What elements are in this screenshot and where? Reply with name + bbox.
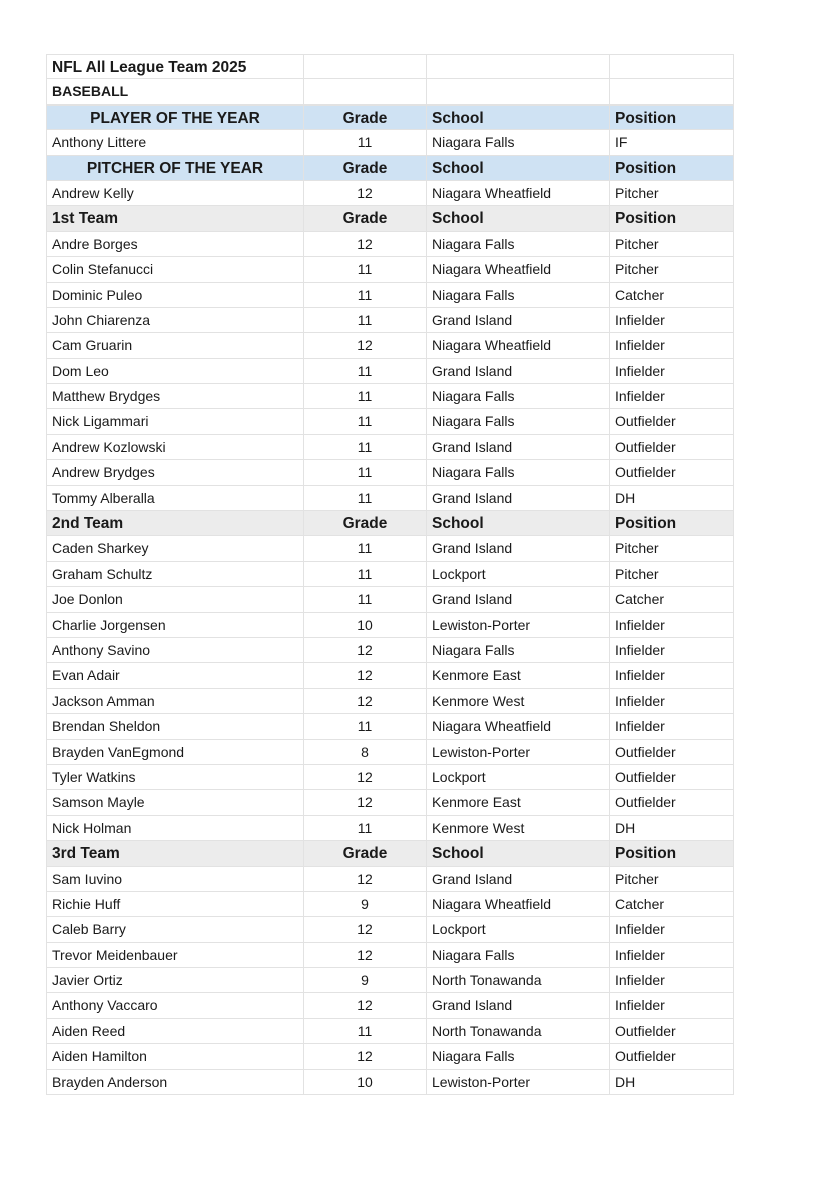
- grade-header: Grade: [304, 206, 427, 230]
- player-position: Infielder: [610, 689, 734, 713]
- section-header-row: [46, 841, 734, 866]
- player-grade: 11: [304, 562, 427, 586]
- player-name: Brayden Anderson: [46, 1070, 304, 1094]
- sport-row: [46, 79, 734, 104]
- title-row: [46, 54, 734, 79]
- page-title: NFL All League Team 2025: [46, 55, 304, 78]
- position-header: Position: [610, 106, 734, 129]
- player-name: Brayden VanEgmond: [46, 740, 304, 764]
- player-position: DH: [610, 1070, 734, 1094]
- table-row: [46, 613, 734, 638]
- player-position: DH: [610, 486, 734, 510]
- table-row: [46, 562, 734, 587]
- player-grade: 9: [304, 968, 427, 992]
- sport-label: BASEBALL: [46, 79, 304, 103]
- section-header-row: [46, 511, 734, 536]
- school-header: School: [427, 156, 610, 180]
- grade-header: Grade: [304, 841, 427, 865]
- player-grade: 8: [304, 740, 427, 764]
- player-grade: 11: [304, 435, 427, 459]
- player-name: Anthony Savino: [46, 638, 304, 662]
- player-name: Andrew Kozlowski: [46, 435, 304, 459]
- player-school: Niagara Falls: [427, 283, 610, 307]
- player-grade: 12: [304, 638, 427, 662]
- player-grade: 11: [304, 816, 427, 840]
- player-school: Niagara Wheatfield: [427, 892, 610, 916]
- table-row: [46, 536, 734, 561]
- table-row: [46, 384, 734, 409]
- school-header: School: [427, 206, 610, 230]
- table-row: [46, 765, 734, 790]
- player-school: Grand Island: [427, 587, 610, 611]
- player-position: Catcher: [610, 892, 734, 916]
- player-school: Grand Island: [427, 993, 610, 1017]
- player-position: Outfielder: [610, 1044, 734, 1068]
- player-grade: 11: [304, 1019, 427, 1043]
- player-school: Grand Island: [427, 536, 610, 560]
- player-school: Niagara Wheatfield: [427, 181, 610, 205]
- player-position: DH: [610, 816, 734, 840]
- player-position: Infielder: [610, 968, 734, 992]
- player-name: Andrew Brydges: [46, 460, 304, 484]
- player-grade: 12: [304, 917, 427, 941]
- table-row: [46, 816, 734, 841]
- player-grade: 11: [304, 460, 427, 484]
- player-grade: 11: [304, 714, 427, 738]
- player-position: Outfielder: [610, 1019, 734, 1043]
- player-name: Evan Adair: [46, 663, 304, 687]
- table-row: [46, 1070, 734, 1095]
- empty-cell: [427, 79, 610, 103]
- table-row: [46, 740, 734, 765]
- table-row: [46, 181, 734, 206]
- player-grade: 12: [304, 181, 427, 205]
- player-position: Pitcher: [610, 562, 734, 586]
- player-name: Sam Iuvino: [46, 867, 304, 891]
- table-row: [46, 968, 734, 993]
- player-school: North Tonawanda: [427, 968, 610, 992]
- player-position: Infielder: [610, 359, 734, 383]
- player-grade: 11: [304, 409, 427, 433]
- player-position: Pitcher: [610, 867, 734, 891]
- player-school: Niagara Wheatfield: [427, 333, 610, 357]
- player-name: Graham Schultz: [46, 562, 304, 586]
- player-school: Kenmore West: [427, 689, 610, 713]
- player-school: Lockport: [427, 765, 610, 789]
- player-name: Caden Sharkey: [46, 536, 304, 560]
- empty-cell: [427, 55, 610, 78]
- table-row: [46, 867, 734, 892]
- position-header: Position: [610, 156, 734, 180]
- player-position: Catcher: [610, 587, 734, 611]
- table-row: [46, 333, 734, 358]
- table-row: [46, 892, 734, 917]
- player-name: Aiden Reed: [46, 1019, 304, 1043]
- table-row: [46, 993, 734, 1018]
- player-position: Infielder: [610, 993, 734, 1017]
- player-name: John Chiarenza: [46, 308, 304, 332]
- table-row: [46, 232, 734, 257]
- player-grade: 12: [304, 993, 427, 1017]
- section-title: 2nd Team: [46, 511, 304, 535]
- player-position: Outfielder: [610, 740, 734, 764]
- player-name: Tommy Alberalla: [46, 486, 304, 510]
- player-name: Brendan Sheldon: [46, 714, 304, 738]
- table-row: [46, 130, 734, 155]
- player-school: Grand Island: [427, 486, 610, 510]
- player-position: Outfielder: [610, 409, 734, 433]
- player-position: Outfielder: [610, 790, 734, 814]
- player-position: Infielder: [610, 333, 734, 357]
- table-row: [46, 943, 734, 968]
- player-grade: 10: [304, 1070, 427, 1094]
- position-header: Position: [610, 841, 734, 865]
- player-school: Kenmore East: [427, 663, 610, 687]
- player-school: Lockport: [427, 917, 610, 941]
- player-grade: 12: [304, 689, 427, 713]
- section-title: 1st Team: [46, 206, 304, 230]
- player-grade: 12: [304, 943, 427, 967]
- player-name: Richie Huff: [46, 892, 304, 916]
- player-position: IF: [610, 130, 734, 154]
- position-header: Position: [610, 511, 734, 535]
- player-position: Pitcher: [610, 257, 734, 281]
- player-name: Trevor Meidenbauer: [46, 943, 304, 967]
- player-name: Anthony Vaccaro: [46, 993, 304, 1017]
- school-header: School: [427, 106, 610, 129]
- player-school: Grand Island: [427, 359, 610, 383]
- player-position: Pitcher: [610, 181, 734, 205]
- table-row: [46, 308, 734, 333]
- table-row: [46, 663, 734, 688]
- section-header-row: [46, 105, 734, 130]
- school-header: School: [427, 841, 610, 865]
- table-row: [46, 359, 734, 384]
- player-position: Infielder: [610, 663, 734, 687]
- player-position: Catcher: [610, 283, 734, 307]
- player-school: Grand Island: [427, 867, 610, 891]
- player-school: Niagara Wheatfield: [427, 714, 610, 738]
- player-name: Matthew Brydges: [46, 384, 304, 408]
- table-row: [46, 689, 734, 714]
- player-name: Charlie Jorgensen: [46, 613, 304, 637]
- player-name: Dominic Puleo: [46, 283, 304, 307]
- player-grade: 11: [304, 359, 427, 383]
- player-position: Outfielder: [610, 765, 734, 789]
- player-grade: 9: [304, 892, 427, 916]
- position-header: Position: [610, 206, 734, 230]
- table-row: [46, 1019, 734, 1044]
- player-name: Colin Stefanucci: [46, 257, 304, 281]
- player-grade: 11: [304, 384, 427, 408]
- player-name: Andre Borges: [46, 232, 304, 256]
- player-grade: 11: [304, 486, 427, 510]
- empty-cell: [304, 79, 427, 103]
- player-position: Pitcher: [610, 536, 734, 560]
- player-school: Lewiston-Porter: [427, 740, 610, 764]
- player-grade: 11: [304, 587, 427, 611]
- spreadsheet-table: [46, 54, 734, 1095]
- player-school: Niagara Falls: [427, 232, 610, 256]
- school-header: School: [427, 511, 610, 535]
- player-position: Pitcher: [610, 232, 734, 256]
- player-name: Nick Ligammari: [46, 409, 304, 433]
- player-school: Grand Island: [427, 435, 610, 459]
- player-name: Aiden Hamilton: [46, 1044, 304, 1068]
- table-row: [46, 1044, 734, 1069]
- player-name: Jackson Amman: [46, 689, 304, 713]
- player-school: Niagara Falls: [427, 638, 610, 662]
- table-row: [46, 283, 734, 308]
- player-grade: 12: [304, 1044, 427, 1068]
- player-grade: 12: [304, 765, 427, 789]
- table-row: [46, 486, 734, 511]
- player-grade: 10: [304, 613, 427, 637]
- player-school: Lewiston-Porter: [427, 1070, 610, 1094]
- section-title: PLAYER OF THE YEAR: [46, 106, 304, 129]
- player-position: Outfielder: [610, 435, 734, 459]
- player-grade: 11: [304, 308, 427, 332]
- player-school: Niagara Falls: [427, 460, 610, 484]
- table-row: [46, 638, 734, 663]
- player-grade: 12: [304, 663, 427, 687]
- player-name: Anthony Littere: [46, 130, 304, 154]
- player-grade: 11: [304, 257, 427, 281]
- player-school: Niagara Wheatfield: [427, 257, 610, 281]
- player-school: Kenmore East: [427, 790, 610, 814]
- grade-header: Grade: [304, 511, 427, 535]
- player-school: Niagara Falls: [427, 1044, 610, 1068]
- section-title: PITCHER OF THE YEAR: [46, 156, 304, 180]
- player-school: Niagara Falls: [427, 384, 610, 408]
- table-row: [46, 257, 734, 282]
- table-row: [46, 790, 734, 815]
- player-name: Caleb Barry: [46, 917, 304, 941]
- player-name: Cam Gruarin: [46, 333, 304, 357]
- table-row: [46, 714, 734, 739]
- player-grade: 12: [304, 867, 427, 891]
- player-grade: 11: [304, 536, 427, 560]
- table-row: [46, 917, 734, 942]
- player-school: Grand Island: [427, 308, 610, 332]
- section-header-row: [46, 156, 734, 181]
- table-row: [46, 435, 734, 460]
- player-school: Lockport: [427, 562, 610, 586]
- player-grade: 12: [304, 333, 427, 357]
- empty-cell: [610, 55, 734, 78]
- player-grade: 11: [304, 130, 427, 154]
- player-school: Niagara Falls: [427, 943, 610, 967]
- grade-header: Grade: [304, 106, 427, 129]
- player-name: Dom Leo: [46, 359, 304, 383]
- player-position: Infielder: [610, 613, 734, 637]
- player-position: Infielder: [610, 638, 734, 662]
- section-title: 3rd Team: [46, 841, 304, 865]
- player-position: Infielder: [610, 384, 734, 408]
- player-school: Niagara Falls: [427, 130, 610, 154]
- player-name: Javier Ortiz: [46, 968, 304, 992]
- player-school: Lewiston-Porter: [427, 613, 610, 637]
- player-name: Nick Holman: [46, 816, 304, 840]
- player-name: Joe Donlon: [46, 587, 304, 611]
- player-name: Samson Mayle: [46, 790, 304, 814]
- section-header-row: [46, 206, 734, 231]
- table-row: [46, 587, 734, 612]
- player-school: Niagara Falls: [427, 409, 610, 433]
- player-position: Infielder: [610, 943, 734, 967]
- player-name: Tyler Watkins: [46, 765, 304, 789]
- player-position: Infielder: [610, 714, 734, 738]
- table-row: [46, 460, 734, 485]
- player-position: Outfielder: [610, 460, 734, 484]
- player-name: Andrew Kelly: [46, 181, 304, 205]
- empty-cell: [610, 79, 734, 103]
- grade-header: Grade: [304, 156, 427, 180]
- table-row: [46, 409, 734, 434]
- player-grade: 12: [304, 790, 427, 814]
- player-school: Kenmore West: [427, 816, 610, 840]
- player-position: Infielder: [610, 308, 734, 332]
- player-position: Infielder: [610, 917, 734, 941]
- empty-cell: [304, 55, 427, 78]
- player-school: North Tonawanda: [427, 1019, 610, 1043]
- player-grade: 11: [304, 283, 427, 307]
- player-grade: 12: [304, 232, 427, 256]
- sections-container: [46, 105, 734, 1095]
